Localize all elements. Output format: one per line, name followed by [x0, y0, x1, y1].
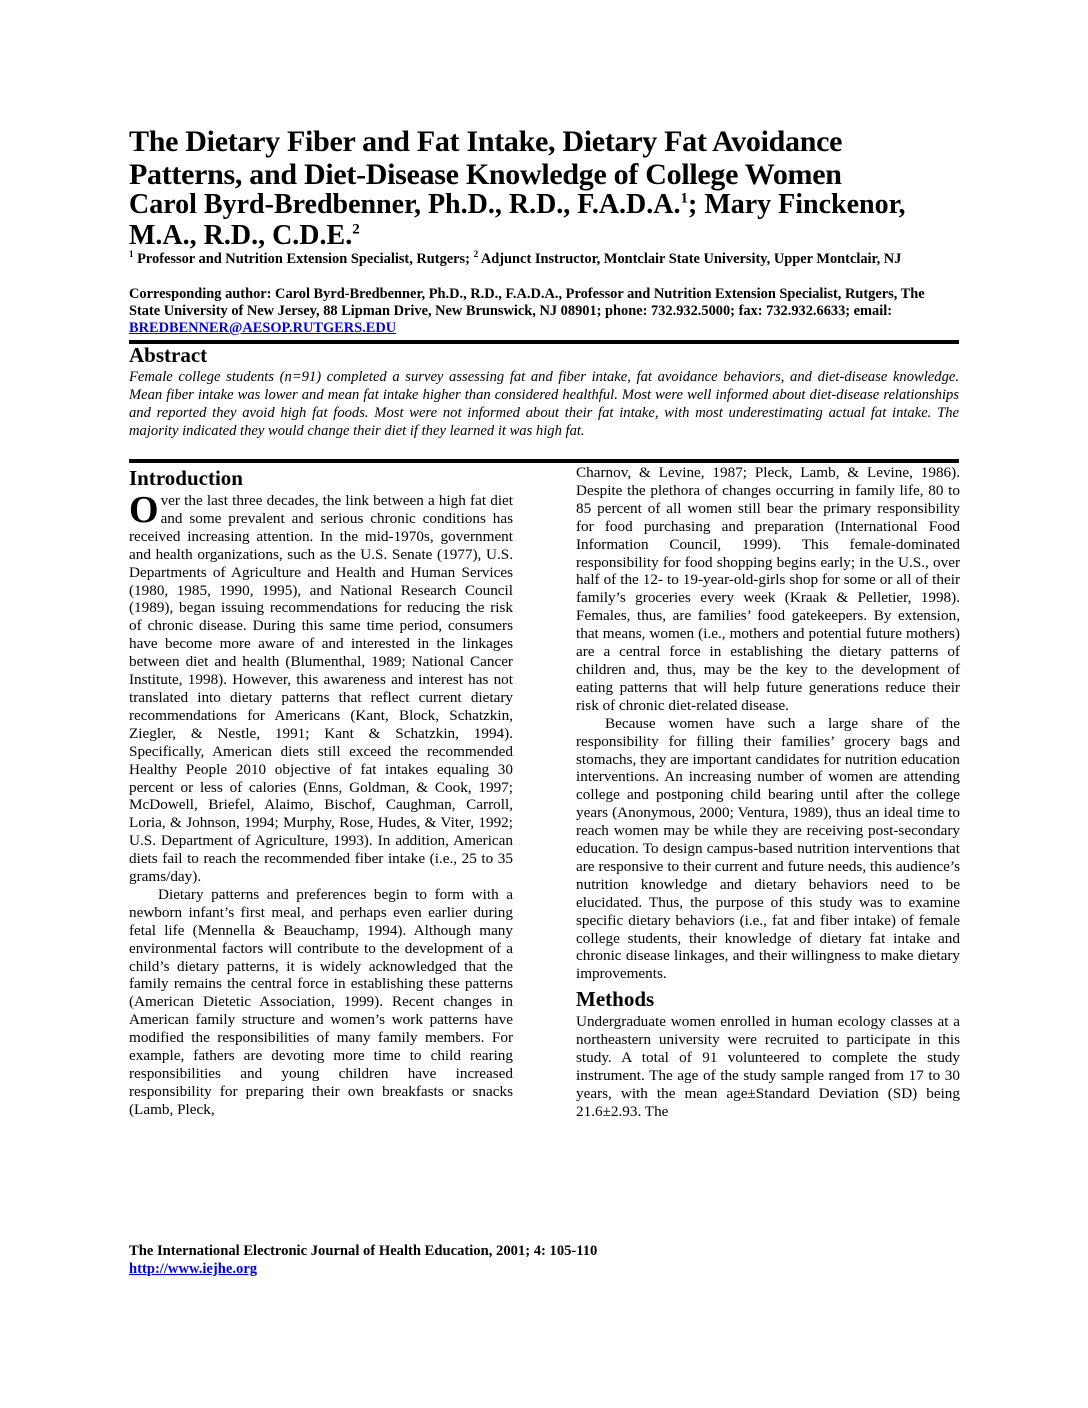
paper-title: The Dietary Fiber and Fat Intake, Dietary Fat Avoidance Patterns, and Diet-Disease Knowledge of College Women	[129, 125, 843, 191]
affiliation-marker: 1	[680, 190, 688, 207]
author-name: Carol Byrd-Bredbenner, Ph.D., R.D., F.A.D.A.	[129, 189, 681, 220]
methods-heading: Methods	[576, 987, 655, 1012]
paragraph: Dietary patterns and preferences begin to form with a newborn infant’s first meal, and perhaps even earlier during fetal life (Mennella & Beauchamp, 1994). Although many environmental factors will contribute to the development of a child’s dietary patterns, it is widely acknowledged that the family remains the central force in establishing these patterns (American Dietetic Association, 1999). Recent changes in American family structure and women’s work patterns have modified the responsibilities of many family members. For example, fathers are devoting more time to child rearing responsibilities and young children have increased responsibility for preparing their own breakfasts or snacks (Lamb, Pleck,	[129, 885, 513, 1118]
introduction-heading: Introduction	[129, 466, 243, 490]
email-link[interactable]: BREDBENNER@AESOP.RUTGERS.EDU	[129, 320, 397, 336]
author-name: Mary Finckenor, M.A., R.D., C.D.E.	[129, 189, 906, 251]
section-rule	[129, 340, 959, 344]
affiliation-marker: 1	[129, 249, 134, 260]
paragraph: Because women have such a large share of the responsibility for filling their families’ grocery bags and stomachs, they are important candidates for nutrition education interventions. An increasing number of women are attending college and postponing child bearing until after the college years (Anonymous, 2000; Ventura, 1989), thus an ideal time to reach women may be while they are receiving post-secondary education. To design campus-based nutrition interventions that are responsive to their current and future needs, this audience’s nutrition knowledge and dietary behaviors need to be elucidated. Thus, the purpose of this study was to examine specific dietary behaviors (i.e., fat and fiber intake) of female college students, their knowledge of dietary fat intake and chronic disease linkages, and their willingness to make dietary improvements.	[576, 714, 960, 983]
section-rule	[129, 459, 959, 463]
corresponding-text: Corresponding author: Carol Byrd-Bredbenner, Ph.D., R.D., F.A.D.A., Professor and Nutrition Extension Specialist, Rutgers, The State University of New Jersey, 88 Lipman Drive, New Brunswick, NJ 08901; phone: 732.932.5000; fax: 732.932.6633; email:	[129, 286, 925, 319]
page-footer	[129, 1242, 959, 1278]
paragraph: Undergraduate women enrolled in human ecology classes at a northeastern university were recruited to participate in this study. A total of 91 volunteered to complete the study instrument. The age of the study sample ranged from 17 to 30 years, with the mean age±Standard Deviation (SD) being 21.6±2.93. The	[576, 1013, 960, 1120]
author-list	[129, 189, 959, 251]
journal-url-link[interactable]: http://www.iejhe.org	[129, 1261, 258, 1277]
affiliations	[129, 251, 959, 268]
affiliation-text: Professor and Nutrition Extension Specialist, Rutgers;	[133, 251, 474, 267]
abstract-heading: Abstract	[129, 343, 208, 367]
paragraph	[129, 489, 513, 886]
journal-citation: The International Electronic Journal of Health Education, 2001; 4: 105-110	[129, 1243, 598, 1259]
abstract-text: Female college students (n=91) completed a survey assessing fat and fiber intake, fat avoidance behaviors, and diet-disease knowledge. Mean fiber intake was lower and mean fat intake higher than considered healthful. Most were well informed about diet-disease relationships and reported they avoid high fat foods. Most were not informed about their fat intake, with most underestimating actual fat intake. The majority indicated they would change their diet if they learned it was high fat.	[129, 369, 959, 439]
affiliation-marker: 2	[473, 249, 479, 260]
affiliation-text: Adjunct Instructor, Montclair State University, Upper Montclair, NJ	[478, 251, 902, 267]
drop-cap: O	[129, 489, 159, 531]
corresponding-author	[129, 286, 959, 337]
left-column	[129, 466, 513, 1119]
paragraph: Charnov, & Levine, 1987; Pleck, Lamb, & Levine, 1986). Despite the plethora of changes occurring in family life, 80 to 85 percent of all women still bear the primary responsibility for food purchasing and preparation (International Food Information Council, 1999). This female-dominated responsibility for food shopping begins early; in the U.S., over half of the 12- to 19-year-old-girls shop for some or all of their family’s groceries every week (Kraak & Pelletier, 1998). Females, thus, are families’ food gatekeepers. By extension, that means, women (i.e., mothers and potential future mothers) are a central force in establishing the dietary patterns of children and, thus, may be the key to the development of eating patterns that will help future generations reduce their risk of chronic diet-related disease.	[576, 464, 960, 714]
right-column	[576, 464, 960, 1121]
affiliation-marker: 2	[352, 221, 360, 238]
author-separator: ;	[687, 189, 705, 220]
paragraph-text: ver the last three decades, the link between a high fat diet and some prevalent and serious chronic conditions has received increasing attention. In the mid-1970s, government and health organizations, such as the U.S. Senate (1977), U.S. Departments of Agriculture and Health and Human Services (1980, 1985, 1990, 1995), and National Research Council (1989), began issuing recommendations for reducing the risk of chronic disease. During this same time period, consumers have become more aware of and interested in the linkages between diet and health (Blumenthal, 1989; National Cancer Institute, 1998). However, this awareness and interest has not translated into dietary patterns that reflect current dietary recommendations for Americans (Kant, Block, Schatzkin, Ziegler, & Nestle, 1991; Kant & Schatzkin, 1994). Specifically, American diets still exceed the recommended Healthy People 2010 objective of fat intakes equaling 30 percent or less of calories (Enns, Goldman, & Cook, 1997; McDowell, Briefel, Alaimo, Bischof, Caughman, Carroll, Loria, & Johnson, 1994; Murphy, Rose, Hudes, & Viter, 1992; U.S. Department of Agriculture, 1993). In addition, American diets fail to reach the recommended fiber intake (i.e., 25 to 35 grams/day).	[129, 492, 513, 886]
